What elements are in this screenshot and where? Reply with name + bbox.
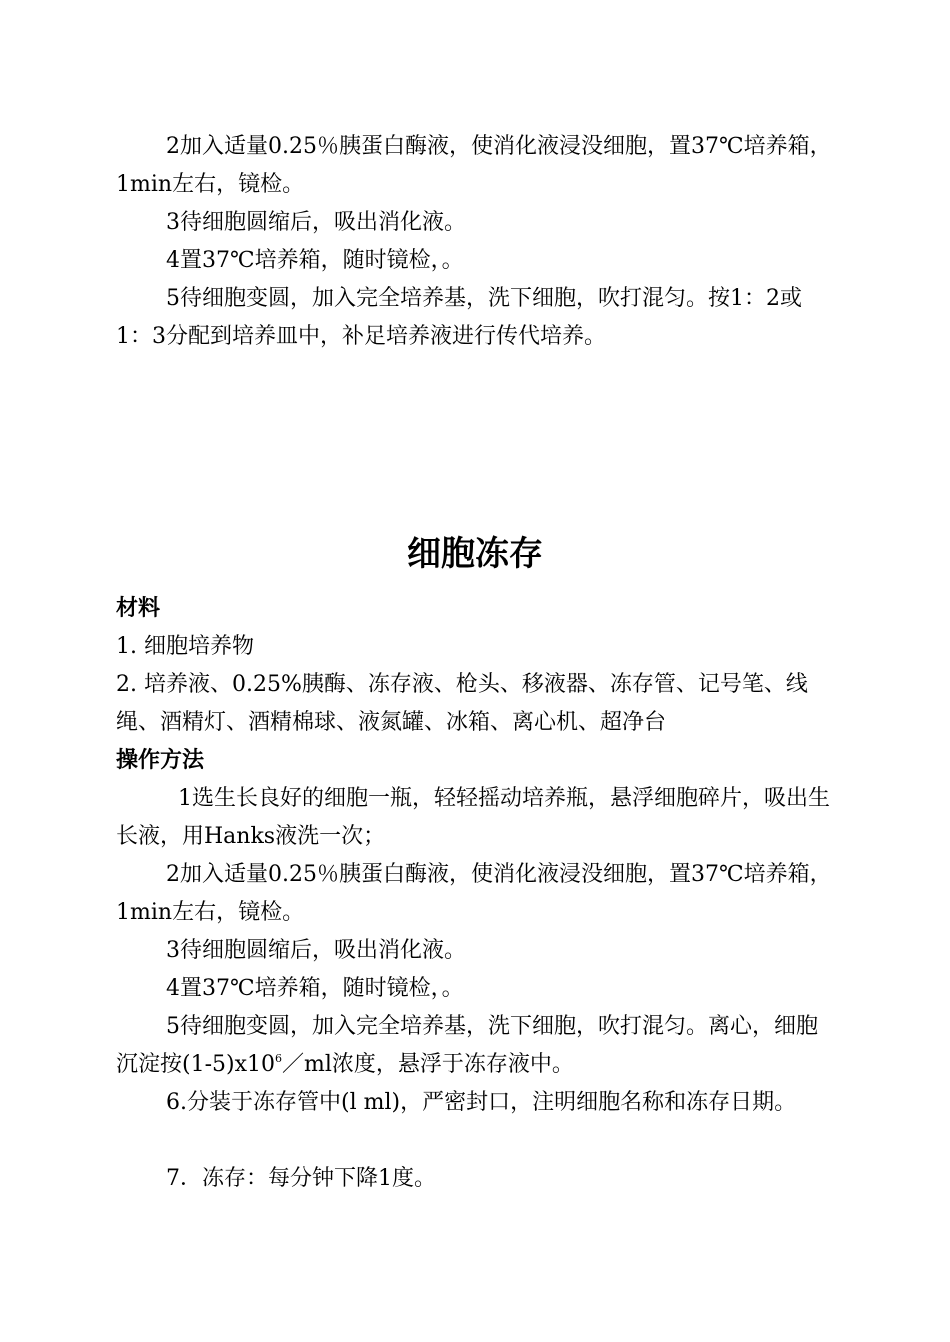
method-step-3: 3待细胞圆缩后，吸出消化液。	[166, 938, 466, 963]
method-step-4: 4置37℃培养箱，随时镜检，。	[166, 976, 464, 1001]
material-item-1: 1. 细胞培养物	[116, 634, 254, 659]
material-item-2: 2. 培养液、0.25%胰酶、冻存液、枪头、移液器、冻存管、记号笔、线绳、酒精灯、酒精棉球、液氮罐、冰箱、离心机、超净台	[116, 672, 808, 735]
top-step-2: 2加入适量0.25％胰蛋白酶液，使消化液浸没细胞，置37℃培养箱，1min左右，镜检。	[116, 134, 832, 197]
method-step-6: 6.分装于冻存管中(l ml)，严密封口，注明细胞名称和冻存日期。	[166, 1090, 797, 1115]
methods-heading: 操作方法	[116, 748, 205, 773]
method-step-5	[116, 1008, 836, 1084]
method-step-7: 7．冻存：每分钟下降1度。	[166, 1166, 436, 1191]
method-step-5-text-a: 5待细胞变圆，加入完全培养基，洗下细胞，吹打混匀。离心，细胞沉淀按(1-5)x10	[116, 1014, 818, 1077]
section-title: 细胞冻存	[407, 534, 543, 574]
method-step-5-exponent: 6	[275, 1052, 282, 1065]
top-step-3: 3待细胞圆缩后，吸出消化液。	[166, 210, 466, 235]
top-step-4: 4置37℃培养箱，随时镜检，。	[166, 248, 464, 273]
method-step-2: 2加入适量0.25％胰蛋白酶液，使消化液浸没细胞，置37℃培养箱，1min左右，镜检。	[116, 862, 832, 925]
method-step-5-text-b: ／ml浓度，悬浮于冻存液中。	[282, 1052, 574, 1077]
materials-heading: 材料	[116, 596, 161, 621]
top-step-5: 5待细胞变圆，加入完全培养基，洗下细胞，吹打混匀。按1：2或1：3分配到培养皿中，补足培养液进行传代培养。	[116, 286, 802, 349]
method-step-1: 1选生长良好的细胞一瓶，轻轻摇动培养瓶，悬浮细胞碎片，吸出生长液，用Hanks液洗一次；	[116, 786, 830, 849]
